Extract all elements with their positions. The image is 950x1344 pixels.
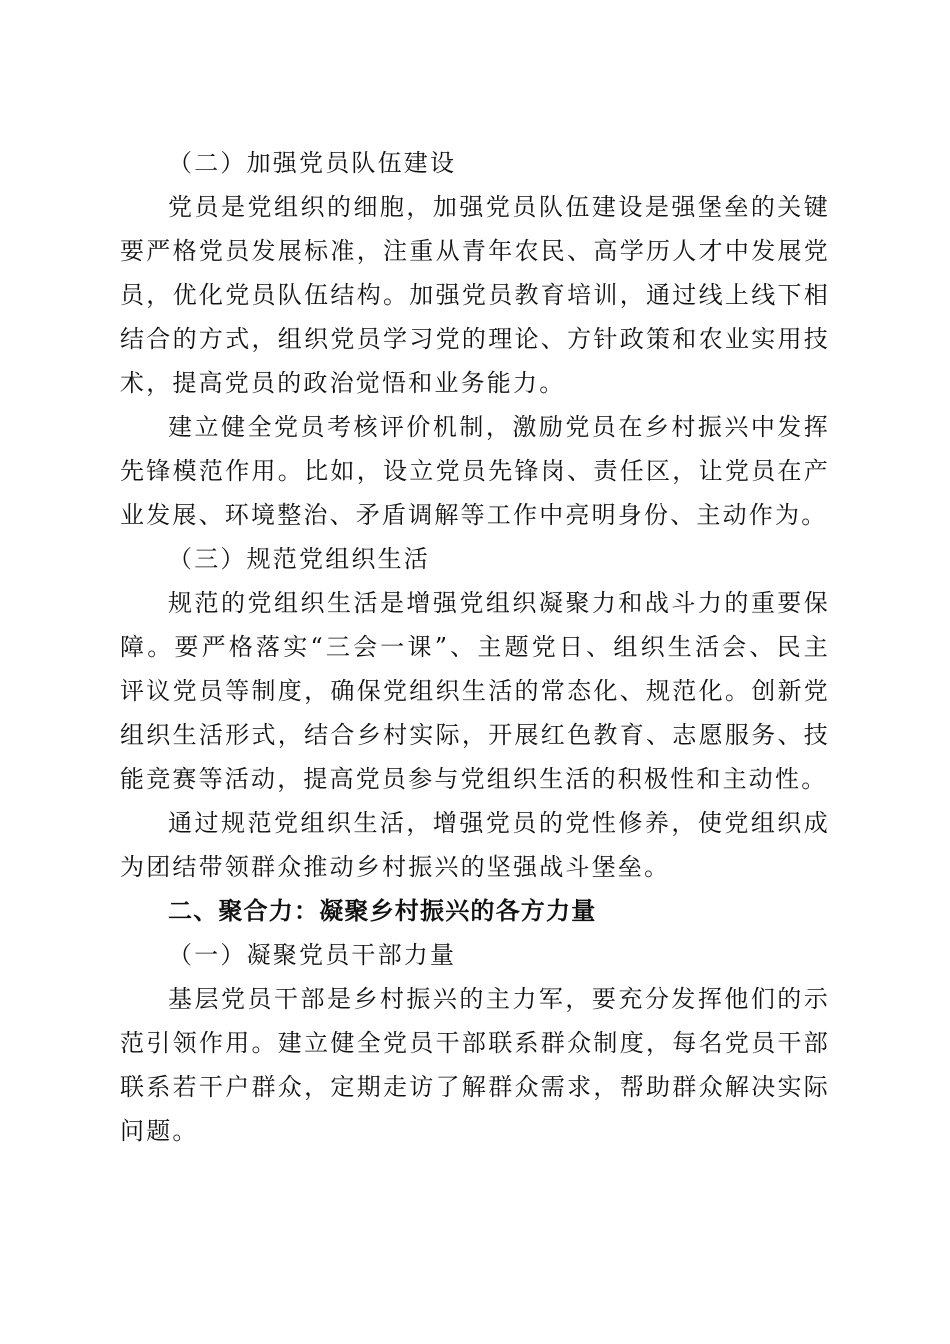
paragraph-evaluation-mechanism: 建立健全党员考核评价机制，激励党员在乡村振兴中发挥先锋模范作用。比如，设立党员先锋岗、责任区，让党员在产业发展、环境整治、矛盾调解等工作中亮明身份、主动作为。 [120, 413, 830, 529]
paragraph-party-member-team: 党员是党组织的细胞，加强党员队伍建设是强堡垒的关键要严格党员发展标准，注重从青年农民、高学历人才中发展党员，优化党员队伍结构。加强党员教育培训，通过线上线下相结合的方式，组织党员学习党的理论、方针政策和农业实用技术，提高党员的政治觉悟和业务能力。 [120, 193, 830, 397]
document-page [120, 141, 830, 1153]
chapter-heading-joint-force: 二、聚合力：凝聚乡村振兴的各方力量 [168, 897, 597, 925]
paragraph-cadre-force: 基层党员干部是乡村振兴的主力军，要充分发挥他们的示范引领作用。建立健全党员干部联系群众制度，每名党员干部联系若干户群众，定期走访了解群众需求，帮助群众解决实际问题。 [120, 985, 830, 1145]
section-heading-organization-life: （三）规范党组织生活 [168, 545, 430, 573]
paragraph-organization-life: 规范的党组织生活是增强党组织凝聚力和战斗力的重要保障。要严格落实“三会一课”、主题党日、组织生活会、民主评议党员等制度，确保党组织生活的常态化、规范化。创新党组织生活形式，结合乡村实际，开展红色教育、志愿服务、技能竞赛等活动，提高党员参与党组织生活的积极性和主动性。 [120, 589, 830, 793]
section-heading-cadre-force: （一）凝聚党员干部力量 [168, 941, 457, 969]
section-heading-party-member-team: （二）加强党员队伍建设 [168, 149, 457, 177]
paragraph-organization-life-result: 通过规范党组织生活，增强党员的党性修养，使党组织成为团结带领群众推动乡村振兴的坚强战斗堡垒。 [120, 809, 830, 881]
